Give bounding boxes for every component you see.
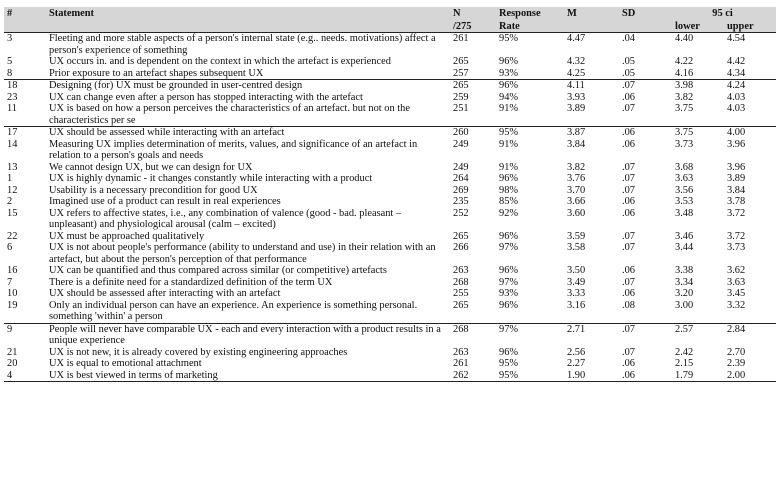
row-ci-lower: 3.20: [675, 288, 694, 299]
row-n: 255: [453, 288, 469, 299]
row-ci-upper: 4.24: [727, 80, 746, 91]
row-n: 257: [453, 67, 469, 79]
header-n-line2: /275: [453, 20, 472, 32]
row-ci-upper: 3.32: [727, 299, 746, 311]
row-rate: 94%: [499, 91, 519, 103]
row-sd: .06: [622, 138, 635, 150]
row-ci-upper: 2.00: [727, 369, 746, 381]
row-mean: 4.32: [567, 56, 586, 67]
row-mean: 2.27: [567, 358, 586, 369]
row-statement: UX refers to affective states, i.e., any combination of valence (good - bad. pleasant – unpleasant) and physiological arousal (calm – excited): [49, 207, 402, 230]
row-ci-lower: 3.98: [675, 80, 694, 91]
row-statement: UX is highly dynamic - it changes constantly while interacting with a product: [49, 173, 373, 184]
row-rate: 91%: [499, 103, 519, 114]
row-ci-upper: 3.73: [727, 242, 746, 253]
row-ci-upper: 3.84: [727, 184, 746, 196]
row-num: 20: [7, 358, 18, 369]
header-upper: upper: [727, 20, 754, 32]
row-ci-lower: 4.40: [675, 33, 694, 44]
ux-statements-table: [4, 7, 776, 382]
row-sd: .07: [622, 346, 635, 358]
row-mean: 3.33: [567, 288, 586, 299]
row-sd: .06: [622, 358, 635, 369]
row-ci-lower: 3.75: [675, 103, 694, 114]
row-statement: Usability is a necessary precondition for good UX: [49, 184, 258, 196]
row-rate: 85%: [499, 196, 519, 207]
row-mean: 3.82: [567, 161, 586, 173]
row-n: 263: [453, 346, 469, 358]
row-statement: Fleeting and more stable aspects of a person's internal state (e.g.. needs. motivations) affect a person's experience of something: [49, 33, 436, 56]
row-statement: Designing (for) UX must be grounded in user-centred design: [49, 80, 303, 91]
row-rate: 96%: [499, 230, 519, 242]
row-ci-upper: 4.42: [727, 56, 746, 67]
row-sd: .06: [622, 369, 635, 381]
row-sd: .07: [622, 323, 635, 335]
row-num: 21: [7, 346, 18, 358]
header-rate-line1: Response: [499, 8, 541, 19]
header-num: #: [7, 8, 13, 19]
row-rate: 97%: [499, 323, 519, 335]
row-num: 17: [7, 127, 18, 138]
row-mean: 4.11: [567, 80, 585, 91]
table-row: [4, 92, 776, 104]
row-ci-upper: 3.45: [727, 288, 746, 299]
row-ci-lower: 2.57: [675, 323, 694, 335]
row-statement: UX should be assessed after interacting with an artefact: [49, 288, 281, 299]
row-ci-upper: 3.78: [727, 196, 746, 207]
row-mean: 3.58: [567, 242, 586, 253]
row-num: 12: [7, 184, 18, 196]
row-num: 1: [7, 173, 13, 184]
row-ci-lower: 3.75: [675, 127, 694, 138]
header-ci: 95 ci: [712, 8, 733, 19]
row-num: 6: [7, 242, 13, 253]
row-num: 8: [7, 67, 13, 79]
row-statement: UX should be assessed while interacting with an artefact: [49, 127, 285, 138]
row-ci-upper: 4.00: [727, 127, 746, 138]
row-statement: UX is not about people's performance (ability to understand and use) in their relation with an artefact, but about the person's perception of that performance: [49, 242, 436, 265]
row-rate: 95%: [499, 369, 519, 381]
row-sd: .05: [622, 67, 635, 79]
row-sd: .07: [622, 80, 635, 91]
row-mean: 3.16: [567, 299, 586, 311]
row-mean: 3.59: [567, 230, 586, 242]
table-row: [4, 323, 776, 347]
row-ci-lower: 3.63: [675, 173, 694, 184]
row-num: 23: [7, 91, 18, 103]
row-ci-upper: 3.63: [727, 276, 746, 288]
row-n: 264: [453, 173, 469, 184]
row-sd: .05: [622, 56, 635, 67]
row-ci-upper: 3.72: [727, 230, 746, 242]
row-sd: .07: [622, 242, 635, 253]
row-sd: .07: [622, 103, 635, 114]
row-rate: 96%: [499, 299, 519, 311]
table-row: [4, 173, 776, 185]
row-num: 3: [7, 33, 13, 44]
row-ci-lower: 3.56: [675, 184, 694, 196]
row-statement: UX occurs in. and is dependent on the context in which the artefact is experienced: [49, 56, 391, 67]
row-ci-lower: 3.38: [675, 265, 694, 276]
table-row: [4, 139, 776, 162]
row-ci-lower: 2.15: [675, 358, 694, 369]
row-n: 249: [453, 138, 469, 150]
table-row: [4, 196, 776, 208]
row-n: 265: [453, 299, 469, 311]
row-n: 265: [453, 56, 469, 67]
table-row: [4, 347, 776, 359]
table-row: [4, 288, 776, 300]
row-num: 18: [7, 80, 18, 91]
row-mean: 4.25: [567, 67, 586, 79]
row-statement: We cannot design UX, but we can design for UX: [49, 161, 253, 173]
row-ci-upper: 2.84: [727, 323, 746, 335]
row-rate: 92%: [499, 207, 519, 219]
header-n-line1: N: [453, 8, 461, 19]
row-ci-upper: 4.03: [727, 103, 746, 114]
row-statement: Imagined use of a product can result in real experiences: [49, 196, 281, 207]
row-sd: .06: [622, 207, 635, 219]
row-statement: Only an individual person can have an experience. An experience is something personal. something 'within' a person: [49, 299, 418, 322]
row-sd: .07: [622, 184, 635, 196]
table-row: [4, 103, 776, 127]
row-rate: 93%: [499, 67, 519, 79]
row-rate: 91%: [499, 138, 519, 150]
row-mean: 3.93: [567, 91, 586, 103]
row-rate: 95%: [499, 358, 519, 369]
row-ci-upper: 2.39: [727, 358, 746, 369]
row-mean: 3.89: [567, 103, 586, 114]
header-rate-line2: Rate: [499, 20, 520, 32]
row-sd: .06: [622, 288, 635, 299]
row-ci-lower: 4.16: [675, 67, 694, 79]
row-num: 9: [7, 323, 13, 335]
row-statement: There is a definite need for a standardized definition of the term UX: [49, 276, 333, 288]
row-mean: 3.70: [567, 184, 586, 196]
row-ci-lower: 3.48: [675, 207, 694, 219]
row-mean: 1.90: [567, 369, 586, 381]
row-ci-upper: 3.96: [727, 161, 746, 173]
row-n: 265: [453, 230, 469, 242]
row-ci-upper: 4.34: [727, 67, 746, 79]
row-n: 249: [453, 161, 469, 173]
row-rate: 96%: [499, 56, 519, 67]
row-num: 4: [7, 369, 13, 381]
row-statement: Prior exposure to an artefact shapes subsequent UX: [49, 67, 264, 79]
row-statement: UX is based on how a person perceives the characteristics of an artefact. but not on the characteristics per se: [49, 103, 410, 126]
row-n: 252: [453, 207, 469, 219]
header-n: [450, 7, 496, 20]
row-rate: 98%: [499, 184, 519, 196]
row-sd: .06: [622, 265, 635, 276]
row-statement: UX is best viewed in terms of marketing: [49, 369, 218, 381]
header-statement: Statement: [49, 8, 95, 19]
table-row: [4, 185, 776, 197]
row-sd: .07: [622, 173, 635, 184]
table-row: [4, 358, 776, 370]
header-rate: [496, 7, 564, 20]
row-rate: 93%: [499, 288, 519, 299]
statement-group: [4, 323, 776, 382]
row-mean: 3.49: [567, 276, 586, 288]
row-statement: UX must be approached qualitatively: [49, 230, 205, 242]
table-row: [4, 162, 776, 174]
row-sd: .04: [622, 33, 635, 44]
row-n: 266: [453, 242, 469, 253]
row-ci-lower: 3.68: [675, 161, 694, 173]
row-n: 261: [453, 33, 469, 44]
row-ci-lower: 3.73: [675, 138, 694, 150]
table-row: [4, 242, 776, 265]
row-n: 268: [453, 323, 469, 335]
row-statement: UX is equal to emotional attachment: [49, 358, 202, 369]
row-num: 2: [7, 196, 13, 207]
row-num: 22: [7, 230, 18, 242]
row-num: 15: [7, 207, 18, 219]
row-statement: UX can change even after a person has stopped interacting with the artefact: [49, 91, 363, 103]
row-rate: 96%: [499, 80, 519, 91]
row-mean: 3.76: [567, 173, 586, 184]
table-row: [4, 33, 776, 57]
row-n: 262: [453, 369, 469, 381]
row-ci-upper: 3.96: [727, 138, 746, 150]
row-n: 260: [453, 127, 469, 138]
row-ci-lower: 2.42: [675, 346, 694, 358]
row-n: 265: [453, 80, 469, 91]
row-rate: 91%: [499, 161, 519, 173]
statement-group: [4, 33, 776, 80]
row-ci-lower: 3.82: [675, 91, 694, 103]
row-mean: 3.87: [567, 127, 586, 138]
row-n: 259: [453, 91, 469, 103]
row-sd: .06: [622, 91, 635, 103]
table-row: [4, 56, 776, 68]
row-ci-lower: 3.34: [675, 276, 694, 288]
row-statement: UX is not new, it is already covered by existing engineering approaches: [49, 346, 348, 358]
row-mean: 3.60: [567, 207, 586, 219]
row-sd: .06: [622, 127, 635, 138]
row-ci-lower: 3.44: [675, 242, 694, 253]
row-mean: 2.56: [567, 346, 586, 358]
row-mean: 3.66: [567, 196, 586, 207]
row-num: 19: [7, 299, 18, 311]
row-rate: 96%: [499, 173, 519, 184]
row-mean: 3.84: [567, 138, 586, 150]
row-statement: People will never have comparable UX - each and every interaction with a product results in a unique experience: [49, 323, 441, 346]
row-ci-upper: 2.70: [727, 346, 746, 358]
row-n: 251: [453, 103, 469, 114]
header-sd: SD: [622, 8, 636, 19]
row-ci-upper: 3.62: [727, 265, 746, 276]
row-rate: 96%: [499, 346, 519, 358]
table-row: [4, 370, 776, 382]
row-ci-lower: 3.00: [675, 299, 694, 311]
row-statement: UX can be quantified and thus compared across similar (or competitive) artefacts: [49, 265, 387, 276]
table-row: [4, 265, 776, 277]
row-num: 10: [7, 288, 18, 299]
table-row: [4, 68, 776, 80]
row-rate: 97%: [499, 276, 519, 288]
table-row: [4, 277, 776, 289]
row-num: 7: [7, 276, 13, 288]
row-sd: .07: [622, 161, 635, 173]
row-num: 13: [7, 161, 18, 173]
row-ci-upper: 3.89: [727, 173, 746, 184]
row-n: 235: [453, 196, 469, 207]
row-rate: 96%: [499, 265, 519, 276]
row-num: 11: [7, 103, 18, 114]
row-ci-lower: 4.22: [675, 56, 694, 67]
row-statement: Measuring UX implies determination of merits, values, and significance of an artefact in relation to a person's goals and needs: [49, 138, 418, 161]
row-mean: 2.71: [567, 323, 586, 335]
table-row: [4, 80, 776, 92]
table-row: [4, 300, 776, 324]
row-sd: .06: [622, 196, 635, 207]
table-row: [4, 127, 776, 139]
row-mean: 3.50: [567, 265, 586, 276]
row-sd: .07: [622, 230, 635, 242]
row-num: 14: [7, 138, 18, 150]
table-row: [4, 231, 776, 243]
row-n: 261: [453, 358, 469, 369]
row-sd: .08: [622, 299, 635, 311]
row-sd: .07: [622, 276, 635, 288]
header-mean: M: [567, 8, 577, 19]
row-n: 269: [453, 184, 469, 196]
row-num: 5: [7, 56, 13, 67]
statement-group: [4, 127, 776, 324]
table-header: [4, 7, 776, 33]
header-lower: lower: [675, 20, 700, 32]
row-rate: 95%: [499, 127, 519, 138]
row-rate: 95%: [499, 33, 519, 44]
row-ci-upper: 3.72: [727, 207, 746, 219]
row-ci-lower: 1.79: [675, 369, 694, 381]
row-ci-lower: 3.46: [675, 230, 694, 242]
row-num: 16: [7, 265, 18, 276]
row-mean: 4.47: [567, 33, 586, 44]
row-n: 268: [453, 276, 469, 288]
row-rate: 97%: [499, 242, 519, 253]
row-ci-lower: 3.53: [675, 196, 694, 207]
row-ci-upper: 4.54: [727, 33, 746, 44]
row-ci-upper: 4.03: [727, 91, 746, 103]
row-n: 263: [453, 265, 469, 276]
statement-group: [4, 80, 776, 127]
table-row: [4, 208, 776, 231]
